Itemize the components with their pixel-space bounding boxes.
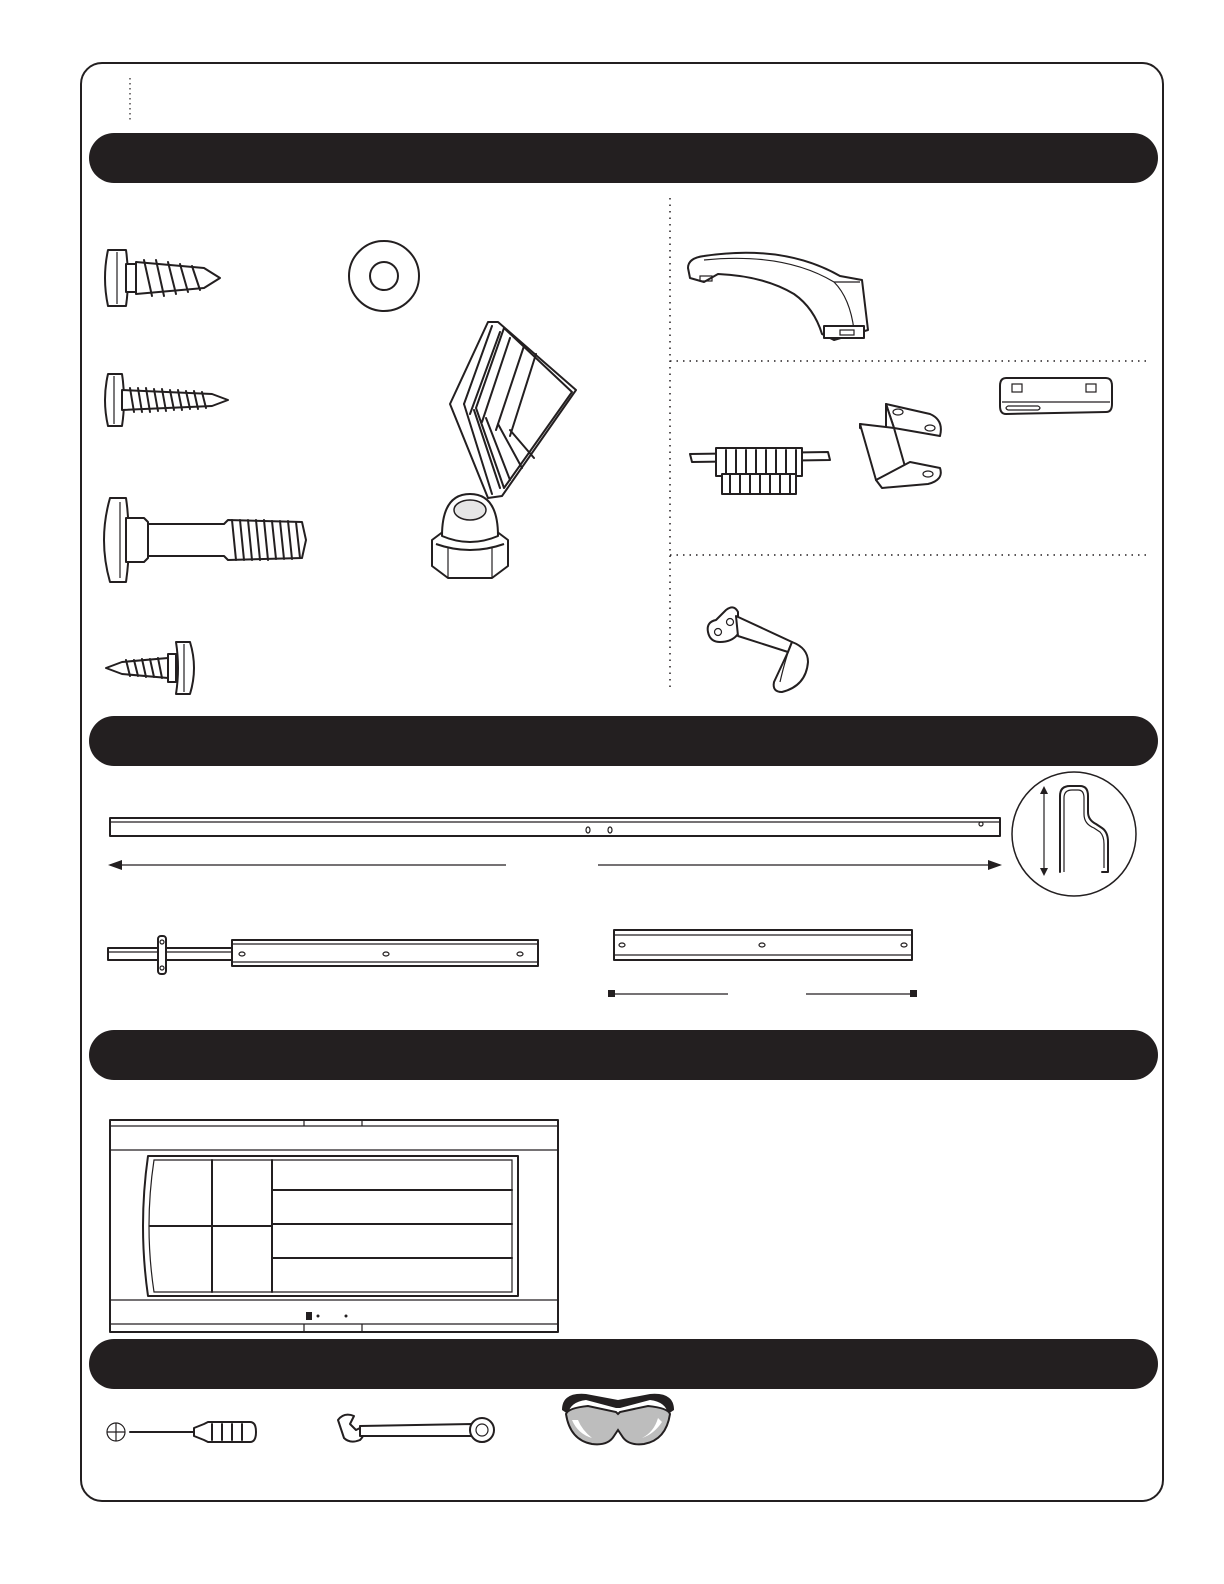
carriage-bolt-icon xyxy=(104,494,310,586)
phillips-screwdriver-icon xyxy=(104,1414,258,1450)
cap-nut-icon xyxy=(428,490,512,584)
long-channel-rail-icon xyxy=(106,814,1006,876)
profile-detail-circle-icon xyxy=(1008,768,1140,900)
section-bar-tools xyxy=(89,1339,1158,1389)
pan-head-self-drilling-screw-icon xyxy=(104,238,224,318)
curved-handle-icon xyxy=(684,248,876,344)
slotted-strap-icon xyxy=(998,374,1114,422)
corner-dotted-mark xyxy=(128,78,132,127)
latch-clip-icon xyxy=(686,442,836,498)
door-panel-icon xyxy=(108,1118,560,1336)
section-bar-hardware xyxy=(89,133,1158,183)
short-rail-icon xyxy=(610,926,920,1006)
square-end-cap-icon xyxy=(448,318,584,504)
combination-wrench-icon xyxy=(334,1410,496,1450)
z-bracket-icon xyxy=(856,400,948,492)
section-bar-parts xyxy=(89,716,1158,766)
horizontal-dotted-divider xyxy=(670,544,1146,562)
rail-with-clamp-icon xyxy=(106,930,542,978)
safety-glasses-icon xyxy=(558,1390,678,1462)
l-bracket-icon xyxy=(702,602,814,698)
section-bar-panels xyxy=(89,1030,1158,1080)
horizontal-dotted-divider xyxy=(670,350,1146,368)
pan-head-tapping-screw-icon xyxy=(104,370,230,430)
short-tapping-screw-icon xyxy=(104,638,196,698)
flat-washer-icon xyxy=(346,238,422,314)
vertical-dotted-divider xyxy=(668,198,672,695)
